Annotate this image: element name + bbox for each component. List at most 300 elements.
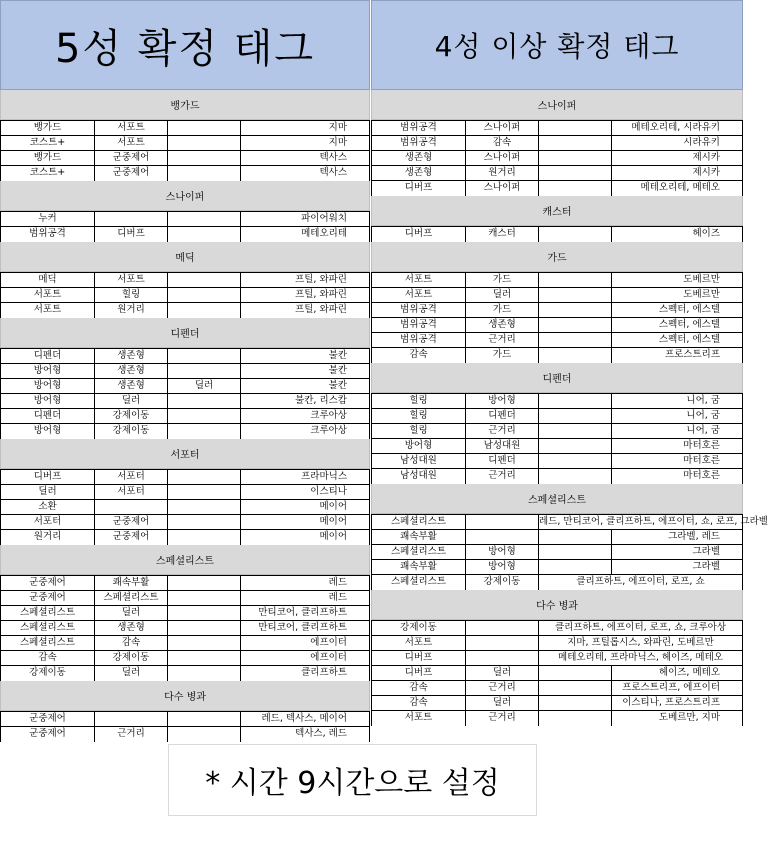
result-cell: 지마 [328,137,347,148]
tag-cell: 디펜더 [466,454,539,468]
table-row [1,166,369,181]
section-title: 디펜더 [0,318,370,348]
table-row [1,666,369,681]
tag-cell [168,727,241,742]
tag-cell [168,470,241,484]
tag-cell: 스페셜리스트 [95,591,168,605]
tag-cell: 군중제어 [95,515,168,529]
result-cell: 프로스트리프 [664,349,720,360]
result-cell: 시라유키 [683,137,720,148]
tag-section [371,90,743,196]
result-cell: 텍사스 [319,167,347,178]
tag-cell [539,545,612,559]
tag-cell: 서포트 [95,121,168,135]
tag-cell [168,151,241,165]
tag-cell [168,636,241,650]
table-row [372,409,742,424]
tag-cell [466,515,539,529]
tag-cell: 코스트+ [1,136,95,150]
table-row [372,681,742,696]
tag-cell: 스페셜리스트 [1,621,95,635]
tag-table [0,711,370,742]
tag-section [371,590,743,726]
tag-cell [539,454,612,468]
tag-cell [539,273,612,287]
result-cell: 불칸 [328,350,347,361]
result-cell: 니어, 굼 [686,410,720,421]
tag-table [371,393,743,484]
tag-cell [466,636,539,650]
tag-cell [168,166,241,181]
tag-cell [168,576,241,590]
tag-cell [168,227,241,242]
tag-cell: 디버프 [372,651,466,665]
tag-cell [168,500,241,514]
tag-cell [539,394,612,408]
section-title: 스페셜리스트 [371,484,743,514]
result-cell: 프틸, 와파린 [295,304,347,315]
result-cell: 마터호른 [683,440,720,451]
tag-cell: 스페셜리스트 [1,606,95,620]
table-row [1,394,369,409]
tag-cell: 근거리 [466,333,539,347]
tag-cell: 힐링 [372,424,466,438]
tag-cell: 딜러 [95,394,168,408]
table-row [1,621,369,636]
tag-cell: 방어형 [1,364,95,378]
tag-cell [95,212,168,226]
result-cell: 레드, 만티코어, 클리프하트, 에프이터, 쇼, 로프, 그라벨 [539,516,768,527]
result-cell: 헤이즈, 메테오 [658,667,720,678]
result-cell: 마터호른 [683,455,720,466]
tag-cell: 군중제어 [95,530,168,545]
tag-cell: 강제이동 [466,575,539,590]
tag-cell: 범위공격 [372,136,466,150]
result-cell: 지마 [328,122,347,133]
tag-cell: 강제이동 [95,651,168,665]
tag-cell: 원거리 [95,303,168,318]
tag-section [371,196,743,242]
tag-cell: 군중제어 [1,727,95,742]
tag-cell: 뱅가드 [1,121,95,135]
tag-cell: 남성대원 [372,454,466,468]
result-cell: 니어, 굼 [686,425,720,436]
table-row [372,303,742,318]
result-cell: 만티코어, 클리프하트 [258,622,347,633]
tag-cell: 가드 [466,303,539,317]
result-cell: 지마, 프틸롭시스, 와파린, 도베르만 [567,637,714,648]
table-row [1,288,369,303]
table-row [1,212,369,227]
table-row [372,560,742,575]
table-row [1,409,369,424]
tag-cell: 근거리 [95,727,168,742]
tag-cell: 스나이퍼 [466,151,539,165]
tag-cell: 힐링 [372,394,466,408]
tag-cell: 누커 [1,212,95,226]
tag-cell [466,651,539,665]
tag-cell [539,181,612,196]
tag-cell: 군중제어 [1,712,95,726]
four-star-header: 4성 이상 확정 태그 [371,0,743,90]
tag-cell: 서포트 [372,711,466,726]
result-cell: 헤이즈 [692,228,720,239]
tag-section [371,363,743,484]
tag-cell [539,424,612,438]
table-row [372,439,742,454]
tag-cell [168,136,241,150]
tag-cell: 딜러 [466,696,539,710]
section-title: 가드 [371,242,743,272]
section-title: 디펜더 [371,363,743,393]
result-cell: 텍사스 [319,152,347,163]
tag-cell [539,227,612,242]
table-row [372,136,742,151]
tag-cell: 근거리 [466,469,539,484]
tag-cell [539,560,612,574]
tag-cell: 감속 [1,651,95,665]
result-cell: 스펙터, 에스텔 [658,334,720,345]
four-star-column [371,0,768,726]
table-row [1,712,369,727]
tag-section [0,681,370,742]
time-note: * 시간 9시간으로 설정 [168,744,537,816]
table-row [372,273,742,288]
tag-cell: 뱅가드 [1,151,95,165]
tag-cell: 딜러 [466,666,539,680]
tag-table [0,469,370,545]
tag-cell: 힐링 [372,409,466,423]
section-title: 뱅가드 [0,90,370,120]
tag-cell: 생존형 [372,166,466,180]
tag-cell: 방어형 [1,379,95,393]
table-row [372,151,742,166]
tag-cell [168,409,241,423]
tag-cell: 딜러 [95,666,168,681]
table-row [1,303,369,318]
tag-table [0,211,370,242]
tag-cell [466,621,539,635]
table-row [372,666,742,681]
tag-cell: 가드 [466,273,539,287]
tag-cell: 생존형 [95,364,168,378]
five-star-header: 5성 확정 태그 [0,0,370,90]
result-cell: 도베르만 [683,274,720,285]
tag-table [371,514,768,590]
table-row [1,349,369,364]
tag-cell: 원거리 [1,530,95,545]
table-row [372,469,742,484]
tag-cell: 생존형 [95,621,168,635]
table-row [372,711,742,726]
result-cell: 도베르만 [683,289,720,300]
tag-cell: 방어형 [1,424,95,439]
tag-cell [95,500,168,514]
result-cell: 에프이터 [310,637,347,648]
result-cell: 도베르만, 지마 [658,712,720,723]
table-row [1,530,369,545]
tag-cell: 딜러 [1,485,95,499]
tag-cell [168,712,241,726]
five-star-column [0,0,370,742]
tag-cell: 서포트 [1,288,95,302]
tag-cell: 남성대원 [372,469,466,484]
tag-section [0,90,370,181]
tag-cell [539,136,612,150]
table-row [372,333,742,348]
tag-cell: 스페셜리스트 [372,545,466,559]
tag-cell: 범위공격 [372,318,466,332]
tag-cell: 근거리 [466,424,539,438]
tag-cell: 스페셜리스트 [372,515,466,529]
tag-table [0,348,370,439]
table-row [1,151,369,166]
tag-cell [539,333,612,347]
table-row [1,515,369,530]
tag-cell: 근거리 [466,681,539,695]
tag-cell [168,485,241,499]
tag-cell: 디버프 [372,181,466,196]
tag-cell: 감속 [372,696,466,710]
tag-cell: 군중제어 [1,591,95,605]
tag-cell: 딜러 [466,288,539,302]
section-title: 스페셜리스트 [0,545,370,575]
tag-cell: 서포트 [1,303,95,318]
section-title: 다수 병과 [0,681,370,711]
tag-table [0,120,370,181]
table-row [1,500,369,515]
result-cell: 그라벨 [692,546,720,557]
tag-cell: 서포트 [95,273,168,287]
tag-section [371,484,768,590]
tag-cell [95,712,168,726]
section-title: 캐스터 [371,196,743,226]
tag-cell: 디펜더 [1,409,95,423]
tag-cell [539,681,612,695]
tag-cell: 원거리 [466,166,539,180]
result-cell: 메이어 [319,501,347,512]
table-row [1,227,369,242]
tag-cell: 근거리 [466,711,539,726]
table-row [1,364,369,379]
tag-cell: 강제이동 [95,424,168,439]
result-cell: 스펙터, 에스텔 [658,319,720,330]
tag-cell [168,303,241,318]
table-row [372,318,742,333]
tag-cell [168,349,241,363]
tag-cell: 메딕 [1,273,95,287]
result-cell: 프틸, 와파린 [295,289,347,300]
tag-cell: 쾌속부활 [95,576,168,590]
tag-cell [168,288,241,302]
tag-cell: 군중제어 [95,151,168,165]
tag-cell: 생존형 [372,151,466,165]
tag-cell: 스나이퍼 [466,181,539,196]
tag-cell: 스나이퍼 [466,121,539,135]
table-row [1,651,369,666]
tag-cell: 서포트 [95,136,168,150]
tag-cell [539,121,612,135]
result-cell: 메이어 [319,516,347,527]
result-cell: 프로스트리프, 에프이터 [622,682,720,693]
tag-cell [168,364,241,378]
tag-cell: 감속 [372,348,466,363]
tag-cell: 스페셜리스트 [1,636,95,650]
tag-cell [168,273,241,287]
table-row [1,606,369,621]
result-cell: 레드, 텍사스, 메이어 [261,713,347,724]
tag-cell: 서포터 [95,470,168,484]
tag-cell [168,515,241,529]
tag-cell: 서포트 [372,273,466,287]
four-star-sections [371,90,768,726]
tag-cell [168,591,241,605]
result-cell: 텍사스, 레드 [295,728,347,739]
tag-cell [539,711,612,726]
table-row [372,575,742,590]
tag-cell [539,151,612,165]
table-row [372,621,742,636]
result-cell: 니어, 굼 [686,395,720,406]
tag-section [0,242,370,318]
tag-cell: 방어형 [372,439,466,453]
tag-cell [168,394,241,408]
tag-cell: 가드 [466,348,539,363]
tag-cell: 방어형 [466,545,539,559]
tag-section [0,318,370,439]
table-row [372,696,742,711]
table-row [1,485,369,500]
tag-cell [168,424,241,439]
tag-cell [539,288,612,302]
tag-cell: 쾌속부활 [372,530,466,544]
result-cell: 에프이터 [310,652,347,663]
table-row [1,424,369,439]
tag-cell: 디버프 [95,227,168,242]
tag-cell: 딜러 [95,606,168,620]
tag-cell: 남성대원 [466,439,539,453]
table-row [372,348,742,363]
tag-cell: 서포트 [372,636,466,650]
tag-cell [168,530,241,545]
tag-cell [539,666,612,680]
tag-cell: 감속 [95,636,168,650]
result-cell: 파이어워치 [301,213,347,224]
tag-cell: 군중제어 [95,166,168,181]
table-row [372,166,742,181]
result-cell: 프라마닉스 [301,471,347,482]
table-row [1,576,369,591]
table-row [372,181,742,196]
tag-cell: 범위공격 [1,227,95,242]
result-cell: 메테오리테, 시라유키 [631,122,720,133]
tag-section [0,439,370,545]
tag-cell: 군중제어 [1,576,95,590]
tag-cell [539,348,612,363]
tag-cell: 범위공격 [372,303,466,317]
result-cell: 그라벨, 레드 [668,531,720,542]
result-cell: 불칸, 리스캄 [295,395,347,406]
tag-cell: 디버프 [1,470,95,484]
result-cell: 메테오리테, 메테오 [640,182,720,193]
tag-cell: 디펜더 [1,349,95,363]
tag-cell [539,303,612,317]
table-row [1,636,369,651]
table-row [1,470,369,485]
table-row [372,545,742,560]
tag-cell: 방어형 [466,560,539,574]
section-title: 스나이퍼 [0,181,370,211]
table-row [372,227,742,242]
five-star-sections [0,90,370,742]
tag-cell: 생존형 [95,349,168,363]
result-cell: 그라벨 [692,561,720,572]
table-row [1,591,369,606]
tag-table [371,620,743,726]
tag-cell: 감속 [372,681,466,695]
result-cell: 레드 [328,592,347,603]
tag-cell: 서포터 [95,485,168,499]
tag-table [0,272,370,318]
result-cell: 불칸 [328,365,347,376]
result-cell: 제시카 [692,152,720,163]
table-row [1,136,369,151]
tag-cell: 서포트 [372,288,466,302]
tag-cell: 방어형 [1,394,95,408]
table-row [372,454,742,469]
tag-cell: 디버프 [372,666,466,680]
table-row [372,394,742,409]
result-cell: 스펙터, 에스텔 [658,304,720,315]
tag-cell [168,121,241,135]
tag-cell [539,439,612,453]
tag-cell: 방어형 [466,394,539,408]
tag-cell [168,606,241,620]
result-cell: 클리프하트, 에프이터, 로프, 쇼, 크루아상 [555,622,726,633]
tag-section [371,242,743,363]
table-row [1,273,369,288]
tag-cell [539,318,612,332]
result-cell: 제시카 [692,167,720,178]
table-row [1,121,369,136]
tag-table [371,272,743,363]
result-cell: 메테오리테 [301,228,347,239]
result-cell: 이스티나, 프로스트리프 [622,697,720,708]
tag-cell: 딜러 [168,379,241,393]
tag-cell: 생존형 [466,318,539,332]
tag-cell [168,651,241,665]
tag-section [0,181,370,242]
tag-cell: 디펜더 [466,409,539,423]
result-cell: 이스티나 [310,486,347,497]
tag-cell [539,530,612,544]
result-cell: 크루아상 [310,410,347,421]
section-title: 메딕 [0,242,370,272]
tag-table [0,575,370,681]
table-row [372,636,742,651]
table-row [372,530,742,545]
tag-cell [539,696,612,710]
tag-cell: 강제이동 [1,666,95,681]
table-row [372,424,742,439]
tag-cell: 생존형 [95,379,168,393]
tag-cell: 디버프 [372,227,466,242]
tag-section [0,545,370,681]
result-cell: 만티코어, 클리프하트 [258,607,347,618]
tag-cell [539,409,612,423]
tag-cell: 소환 [1,500,95,514]
tag-cell: 감속 [466,136,539,150]
